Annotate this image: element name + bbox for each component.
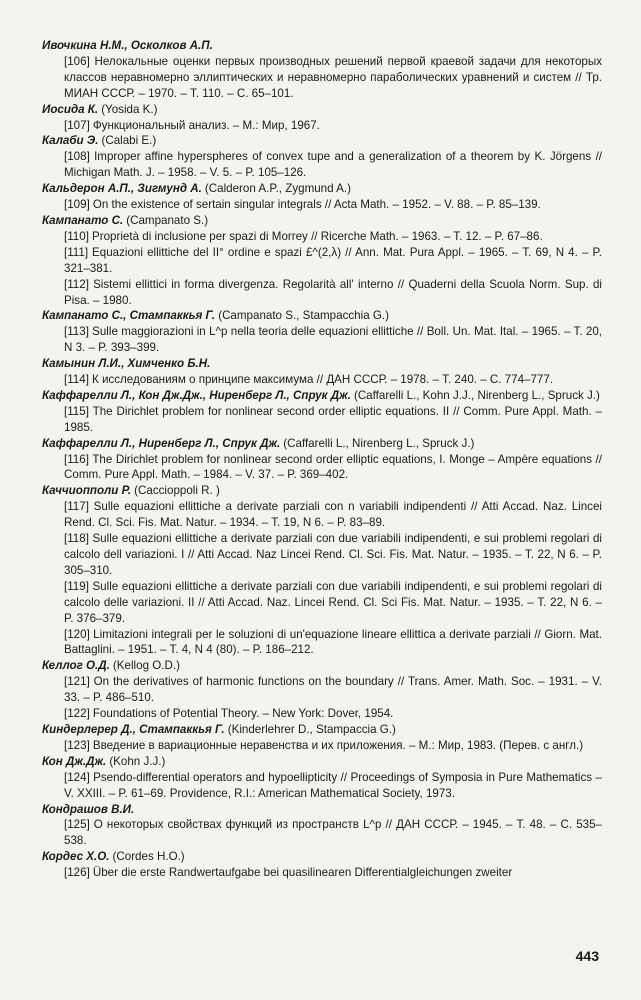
reference-text: Sulle maggiorazioni in L^p nella teoria delle equazioni ellittiche // Boll. Un. Mat. Ital. – 1965. – T. 20, N 3. – P. 393–399.: [64, 325, 603, 355]
author-line: [42, 388, 602, 404]
author-line: [42, 658, 602, 674]
bibliography-entry: [42, 308, 602, 356]
reference-number: [108]: [64, 150, 90, 164]
bibliography-entry: [42, 658, 602, 722]
author-latin: (Caccioppoli R. ): [134, 484, 220, 498]
reference-number: [125]: [64, 818, 90, 832]
author-line: [42, 849, 602, 865]
author-latin: (Calderon A.P., Zygmund A.): [204, 182, 351, 196]
reference-number: [114]: [64, 373, 89, 387]
bibliography-entry: [42, 38, 602, 102]
author-latin: (Campanato S., Stampacchia G.): [218, 309, 389, 323]
author-russian: Кордес Х.О.: [42, 850, 110, 864]
author-russian: Ивочкина Н.М., Осколков А.П.: [42, 39, 213, 52]
bibliography-entry: [42, 356, 602, 388]
reference-item: [42, 579, 602, 627]
reference-number: [126]: [64, 866, 90, 880]
reference-number: [122]: [64, 707, 90, 721]
reference-text: Введение в вариационные неравенства и их приложения. – М.: Мир, 1983. (Перев. с англ.): [92, 738, 584, 752]
reference-number: [106]: [64, 54, 90, 68]
reference-text: Sulle equazioni ellittiche a derivate parziali con due variabili indipendenti, e sui problemi regolari di calcolo delle variazioni. II // Atti Accad. Naz. Lincei Rend. Cl. Sci Fis. Mat. Natur. – 1935. – T. 22, N 6. – P. 376–379.: [64, 579, 602, 625]
reference-item: [42, 817, 602, 849]
reference-item: [42, 197, 602, 213]
reference-item: [42, 245, 602, 277]
author-line: [42, 436, 602, 452]
reference-number: [120]: [64, 627, 90, 641]
reference-item: [42, 770, 602, 802]
author-russian: Камынин Л.И., Химченко Б.Н.: [42, 357, 211, 371]
reference-item: [42, 404, 602, 436]
author-line: [42, 754, 602, 770]
reference-number: [117]: [64, 500, 89, 514]
author-line: [42, 102, 602, 118]
reference-item: [42, 277, 602, 309]
reference-number: [116]: [64, 452, 89, 466]
reference-item: [42, 499, 602, 531]
bibliography-entry: [42, 133, 602, 181]
reference-item: [42, 54, 602, 102]
reference-number: [118]: [64, 532, 89, 546]
bibliography-entry: [42, 849, 602, 881]
reference-number: [107]: [64, 118, 90, 132]
author-latin: (Campanato S.): [126, 213, 209, 227]
reference-text: Proprietà di inclusione per spazi di Morrey // Ricerche Math. – 1963. – T. 12. – P. 67–86.: [91, 229, 543, 243]
author-russian: Каффарелли Л., Кон Дж.Дж., Ниренберг Л., Спрук Дж.: [42, 388, 351, 402]
reference-item: [42, 149, 602, 181]
reference-item: [42, 706, 602, 722]
author-latin: (Kellog O.D.): [112, 659, 180, 673]
bibliography-entry: [42, 102, 602, 134]
reference-text: Limitazioni integrali per le soluzioni di un'equazione lineare ellittica a derivate parziali // Giorn. Mat. Battaglini. – 1951. – T. 4, N 4 (80). – P. 186–212.: [64, 627, 602, 657]
reference-text: О некоторых свойствах функций из пространств L^p // ДАН СССР. – 1945. – Т. 48. – С. 535–538.: [64, 818, 603, 848]
bibliography-entry: [42, 722, 602, 754]
reference-text: On the derivatives of harmonic functions on the boundary // Trans. Amer. Math. Soc. – 1931. – V. 33. – P. 486–510.: [64, 675, 602, 705]
author-latin: (Caffarelli L., Kohn J.J., Nirenberg L., Spruck J.): [353, 388, 600, 402]
author-line: [42, 308, 602, 324]
reference-text: Sulle equazioni ellittiche a derivate parziali con due variabili indipendenti, e sui problemi regolari di calcolo dell variazioni. I // Atti Accad. Naz Lincei Rend. Cl. Sci. Fis. Mat. Natur. – 1935. – T. 22, N 6. – P. 305–310.: [64, 532, 602, 577]
author-latin: (Kinderlehrer D., Stampaccia G.): [227, 722, 396, 736]
author-russian: Киндерлерер Д., Стампаккья Г.: [42, 722, 225, 736]
reference-item: [42, 229, 602, 245]
author-russian: Каффарелли Л., Ниренберг Л., Спрук Дж.: [42, 436, 281, 450]
reference-text: Über die erste Randwertaufgabe bei quasilinearen Differentialgleichungen zweiter: [92, 866, 513, 880]
author-russian: Кальдерон А.П., Зигмунд А.: [42, 182, 202, 196]
bibliography-entry: [42, 483, 602, 658]
reference-text: The Dirichlet problem for nonlinear second order elliptic equations. II // Comm. Pure Appl. Math. – 1985.: [64, 404, 603, 434]
author-line: [42, 802, 602, 818]
author-line: [42, 356, 602, 372]
author-russian: Кондрашов В.И.: [42, 802, 135, 816]
reference-text: Функциональный анализ. – М.: Мир, 1967.: [92, 118, 320, 132]
author-russian: Иосида К.: [42, 102, 99, 116]
author-russian: Калаби Э.: [42, 134, 99, 148]
author-russian: Кон Дж.Дж.: [42, 754, 107, 768]
reference-item: [42, 865, 602, 881]
reference-item: [42, 674, 602, 706]
author-line: [42, 722, 602, 738]
bibliography-entry: [42, 213, 602, 308]
reference-number: [115]: [64, 404, 89, 418]
reference-text: On the existence of sertain singular integrals // Acta Math. – 1952. – V. 88. – P. 85–139.: [92, 198, 541, 212]
reference-number: [121]: [64, 675, 90, 689]
author-latin: (Cordes H.O.): [112, 850, 185, 864]
reference-number: [111]: [64, 245, 89, 259]
author-latin: (Yosida K.): [101, 102, 158, 116]
author-russian: Каччиопполи Р.: [42, 484, 132, 498]
author-latin: (Caffarelli L., Nirenberg L., Spruck J.): [283, 436, 475, 450]
author-russian: Келлог О.Д.: [42, 659, 110, 673]
author-russian: Кампанато С.: [42, 213, 124, 227]
reference-item: [42, 531, 602, 579]
reference-item: [42, 324, 602, 356]
author-russian: Кампанато С., Стампаккья Г.: [42, 309, 216, 323]
bibliography-entry: [42, 181, 602, 213]
reference-number: [113]: [64, 325, 89, 339]
reference-item: [42, 452, 602, 484]
reference-text: Sulle equazioni ellittiche a derivate parziali con n variabili indipendenti // Atti Accad. Naz. Lincei Rend. Cl. Sci. Fis. Mat. Natur. – 1934. – T. 19, N 6. – P. 83–89.: [64, 500, 602, 530]
reference-number: [109]: [64, 198, 90, 212]
bibliography-entry: [42, 388, 602, 436]
reference-number: [123]: [64, 738, 90, 752]
reference-text: The Dirichlet problem for nonlinear second order elliptic equations, I. Monge – Ampère equations // Comm. Pure Appl. Math. – 1984. – V. 37. – P. 369–402.: [64, 452, 602, 482]
reference-number: [119]: [64, 579, 89, 593]
reference-text: Equazioni ellittiche del II° ordine e spazi £^(2,λ) // Ann. Mat. Pura Appl. – 1965. – T. 69, N 4. – P. 321–381.: [64, 245, 603, 275]
reference-text: Improper affine hyperspheres of convex tupe and a generalization of a theorem by K. Jörgens // Michigan Math. J. – 1958. – V. 5. – P. 105–126.: [64, 150, 603, 180]
reference-text: Sistemi ellittici in forma divergenza. Regolarità all' interno // Quaderni della Scuola Norm. Sup. di Pisa. – 1980.: [64, 277, 603, 307]
reference-item: [42, 118, 602, 134]
author-line: [42, 483, 602, 499]
author-line: [42, 181, 602, 197]
author-latin: (Kohn J.J.): [109, 754, 166, 768]
reference-text: Нелокальные оценки первых производных решений первой краевой задачи для некоторых классов неравномерно эллиптических и неравномерно параболических уравнений и систем // Тр. МИАН СССР. – 1970. – Т. 110. – С. 65–101.: [64, 54, 602, 100]
author-latin: (Calabi E.): [101, 134, 157, 148]
reference-item: [42, 627, 602, 659]
author-line: [42, 133, 602, 149]
bibliography-page: [42, 38, 602, 881]
bibliography-entry: [42, 802, 602, 850]
reference-text: Psendo-differential operators and hypoellipticity // Proceedings of Symposia in Pure Mathematics – V. XXIII. – P. 61–69. Providence, R.I.: American Mathematical Society, 1973.: [64, 770, 603, 800]
reference-number: [110]: [64, 229, 89, 243]
author-line: [42, 213, 602, 229]
author-line: [42, 38, 602, 54]
bibliography-entry: [42, 436, 602, 484]
reference-number: [124]: [64, 770, 90, 784]
reference-item: [42, 372, 602, 388]
reference-text: К исследованиям о принципе максимума // ДАН СССР. – 1978. – Т. 240. – С. 774–777.: [91, 373, 554, 387]
bibliography-entry: [42, 754, 602, 802]
reference-text: Foundations of Potential Theory. – New York: Dover, 1954.: [92, 707, 394, 721]
reference-number: [112]: [64, 277, 89, 291]
page-number: 443: [575, 948, 599, 964]
reference-item: [42, 738, 602, 754]
